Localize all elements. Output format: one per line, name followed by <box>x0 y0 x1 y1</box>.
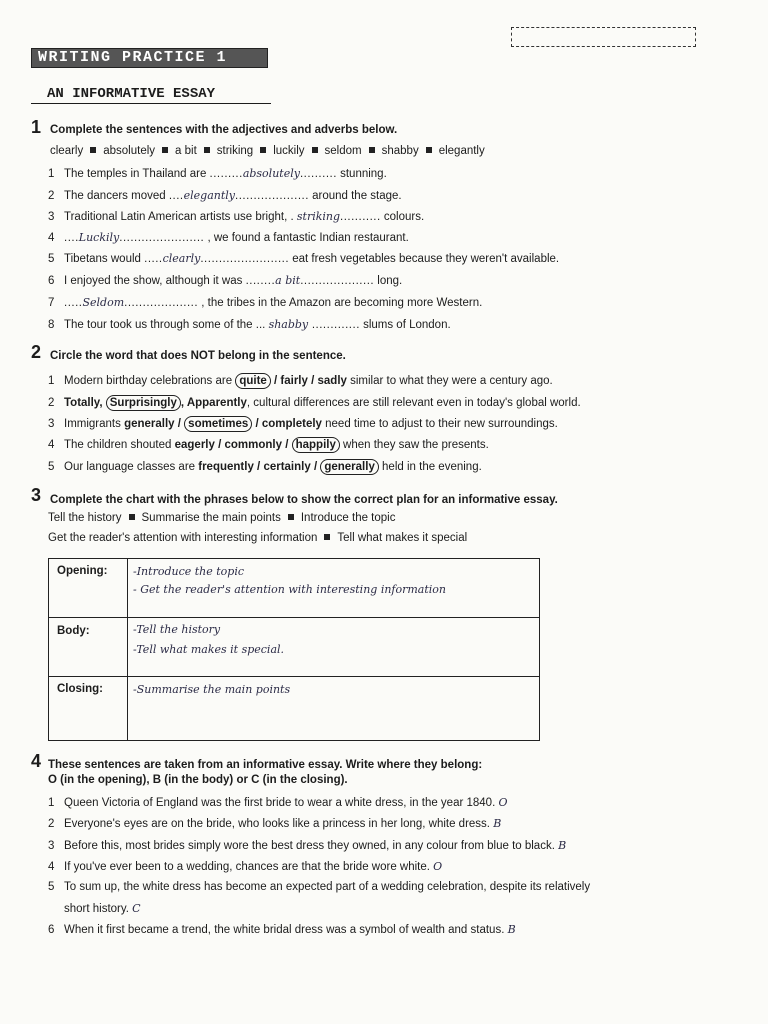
handwritten-answer[interactable]: C <box>132 902 141 915</box>
section-2-item: 4 The children shouted eagerly / commonly / happily when they saw the presents. <box>48 439 489 451</box>
section-2-instruction: Circle the word that does NOT belong in the sentence. <box>50 350 346 362</box>
section-3-instruction: Complete the chart with the phrases below to show the correct plan for an informative essay. <box>50 494 558 506</box>
handwritten-answer[interactable]: B <box>493 817 502 830</box>
handwritten-answer[interactable]: elegantly <box>183 189 235 202</box>
bullet-square-icon <box>204 147 210 153</box>
handwritten-answer[interactable]: B <box>558 839 567 852</box>
section-4-item: 1 Queen Victoria of England was the first bride to wear a white dress, in the year 1840. O <box>48 796 508 809</box>
chart-row-border <box>49 676 539 677</box>
bullet-square-icon <box>324 534 330 540</box>
option-separator: / <box>282 439 292 451</box>
option-separator: / <box>252 418 262 430</box>
handwritten-answer[interactable]: O <box>433 860 443 873</box>
section-2-number: 2 <box>31 342 42 362</box>
handwritten-answer[interactable]: absolutely <box>242 167 300 180</box>
section-4-item: 3 Before this, most brides simply wore the best dress they owned, in any colour from blue to black. B <box>48 839 567 852</box>
word-option[interactable]: commonly <box>224 439 282 451</box>
word-option[interactable]: fairly <box>280 375 308 387</box>
word-bank-item: elegantly <box>438 145 485 157</box>
word-bank <box>50 145 485 157</box>
handwritten-answer[interactable]: B <box>507 923 516 936</box>
word-option[interactable]: completely <box>261 418 322 430</box>
circled-option[interactable]: quite <box>235 373 270 389</box>
option-separator: / <box>307 375 318 387</box>
word-option[interactable]: generally <box>124 418 175 430</box>
option-separator: / <box>174 418 185 430</box>
word-option[interactable]: certainly <box>263 461 311 473</box>
bullet-square-icon <box>129 514 135 520</box>
section-4-item-continuation: short history. C <box>64 902 141 915</box>
word-bank-item: striking <box>216 145 254 157</box>
section-4-item: 5 To sum up, the white dress has become an expected part of a wedding celebration, despite its relatively <box>48 881 591 893</box>
section-1-item: 6 I enjoyed the show, although it was ........a bit.................... long. <box>48 274 403 287</box>
circled-option[interactable]: Surprisingly <box>106 395 181 411</box>
chart-answer[interactable]: -Summarise the main points <box>133 683 291 696</box>
chart-divider <box>127 559 128 740</box>
section-2-item: 3 Immigrants generally / sometimes / completely need time to adjust to their new surroundings. <box>48 418 558 430</box>
handwritten-answer[interactable]: shabby <box>268 318 309 331</box>
section-2-item: 1 Modern birthday celebrations are quite / fairly / sadly similar to what they were a century ago. <box>48 375 553 387</box>
section-4-item: 4 If you've ever been to a wedding, chances are that the bride wore white. O <box>48 860 443 873</box>
circled-option[interactable]: sometimes <box>184 416 252 432</box>
phrase-bank-line-2: Get the reader's attention with interesting information Tell what makes it special <box>48 532 468 544</box>
section-1-item: 3 Traditional Latin American artists use bright, . striking........... colours. <box>48 210 425 223</box>
word-bank-item: a bit <box>175 145 197 157</box>
chart-label-body: Body: <box>57 625 90 637</box>
word-option[interactable]: eagerly <box>174 439 215 451</box>
option-separator: , <box>246 397 251 409</box>
handwritten-answer[interactable]: Luckily <box>78 231 120 244</box>
word-bank-item: shabby <box>381 145 419 157</box>
section-4-instruction-line-2: O (in the opening), B (in the body) or C (in the closing). <box>48 774 348 786</box>
option-separator: / <box>253 461 264 473</box>
word-bank-item: luckily <box>273 145 305 157</box>
handwritten-answer[interactable]: striking <box>296 210 341 223</box>
option-separator: , <box>99 397 106 409</box>
phrase-bank-line-1: Tell the history Summarise the main points Introduce the topic <box>48 512 396 524</box>
section-3-number: 3 <box>31 485 42 505</box>
chart-label-opening: Opening: <box>57 565 108 577</box>
bullet-square-icon <box>288 514 294 520</box>
essay-plan-chart <box>48 558 540 741</box>
section-4-item: 6 When it first became a trend, the white bridal dress was a symbol of wealth and status. B <box>48 923 516 936</box>
section-1-item: 7 .....Seldom.................... , the tribes in the Amazon are becoming more Western. <box>48 296 483 309</box>
bullet-square-icon <box>312 147 318 153</box>
section-4-number: 4 <box>31 751 42 771</box>
handwritten-answer[interactable]: Seldom <box>82 296 125 309</box>
name-field-box[interactable] <box>511 27 696 47</box>
option-separator: , <box>180 397 187 409</box>
page-title: AN INFORMATIVE ESSAY <box>31 86 271 104</box>
word-bank-item: seldom <box>324 145 362 157</box>
circled-option[interactable]: happily <box>292 437 340 453</box>
word-option[interactable]: Totally <box>64 397 100 409</box>
chart-label-closing: Closing: <box>57 683 103 695</box>
handwritten-answer[interactable]: a bit <box>275 274 301 287</box>
option-separator: / <box>270 375 281 387</box>
word-option[interactable]: frequently <box>198 461 254 473</box>
handwritten-answer[interactable]: O <box>498 796 508 809</box>
bullet-square-icon <box>162 147 168 153</box>
chart-answer[interactable]: -Tell the history <box>133 623 221 636</box>
section-2-item: 5 Our language classes are frequently / certainly / generally held in the evening. <box>48 461 482 473</box>
section-1-item: 8 The tour took us through some of the ... shabby ............. slums of London. <box>48 318 451 331</box>
section-1-item: 4 ....Luckily....................... , we found a fantastic Indian restaurant. <box>48 231 409 244</box>
option-separator: / <box>310 461 321 473</box>
section-1-number: 1 <box>31 117 42 137</box>
section-2-item: 2 Totally, Surprisingly , Apparently, cultural differences are still relevant even in today's global world. <box>48 397 581 409</box>
chart-row-border <box>49 617 539 618</box>
word-option[interactable]: Apparently <box>186 397 247 409</box>
worksheet-banner: WRITING PRACTICE 1 <box>31 48 268 68</box>
bullet-square-icon <box>426 147 432 153</box>
chart-answer[interactable]: -Tell what makes it special. <box>133 643 285 656</box>
section-1-item: 5 Tibetans would .....clearly........................ eat fresh vegetables because they weren't available. <box>48 252 560 265</box>
section-4-instruction-line-1: These sentences are taken from an informative essay. Write where they belong: <box>48 759 483 771</box>
chart-answer[interactable]: -Introduce the topic <box>133 565 245 578</box>
handwritten-answer[interactable]: clearly <box>162 252 201 265</box>
bullet-square-icon <box>260 147 266 153</box>
word-option[interactable]: sadly <box>317 375 347 387</box>
section-1-instruction: Complete the sentences with the adjectives and adverbs below. <box>50 124 398 136</box>
chart-answer[interactable]: - Get the reader's attention with interesting information <box>133 583 447 596</box>
bullet-square-icon <box>90 147 96 153</box>
section-1-item: 2 The dancers moved ....elegantly.................... around the stage. <box>48 189 402 202</box>
bullet-square-icon <box>369 147 375 153</box>
circled-option[interactable]: generally <box>320 459 379 475</box>
word-bank-item: clearly <box>50 145 84 157</box>
section-1-item: 1 The temples in Thailand are .........absolutely.......... stunning. <box>48 167 387 180</box>
section-4-item: 2 Everyone's eyes are on the bride, who looks like a princess in her long, white dress. B <box>48 817 502 830</box>
option-separator: / <box>214 439 225 451</box>
word-bank-item: absolutely <box>103 145 156 157</box>
